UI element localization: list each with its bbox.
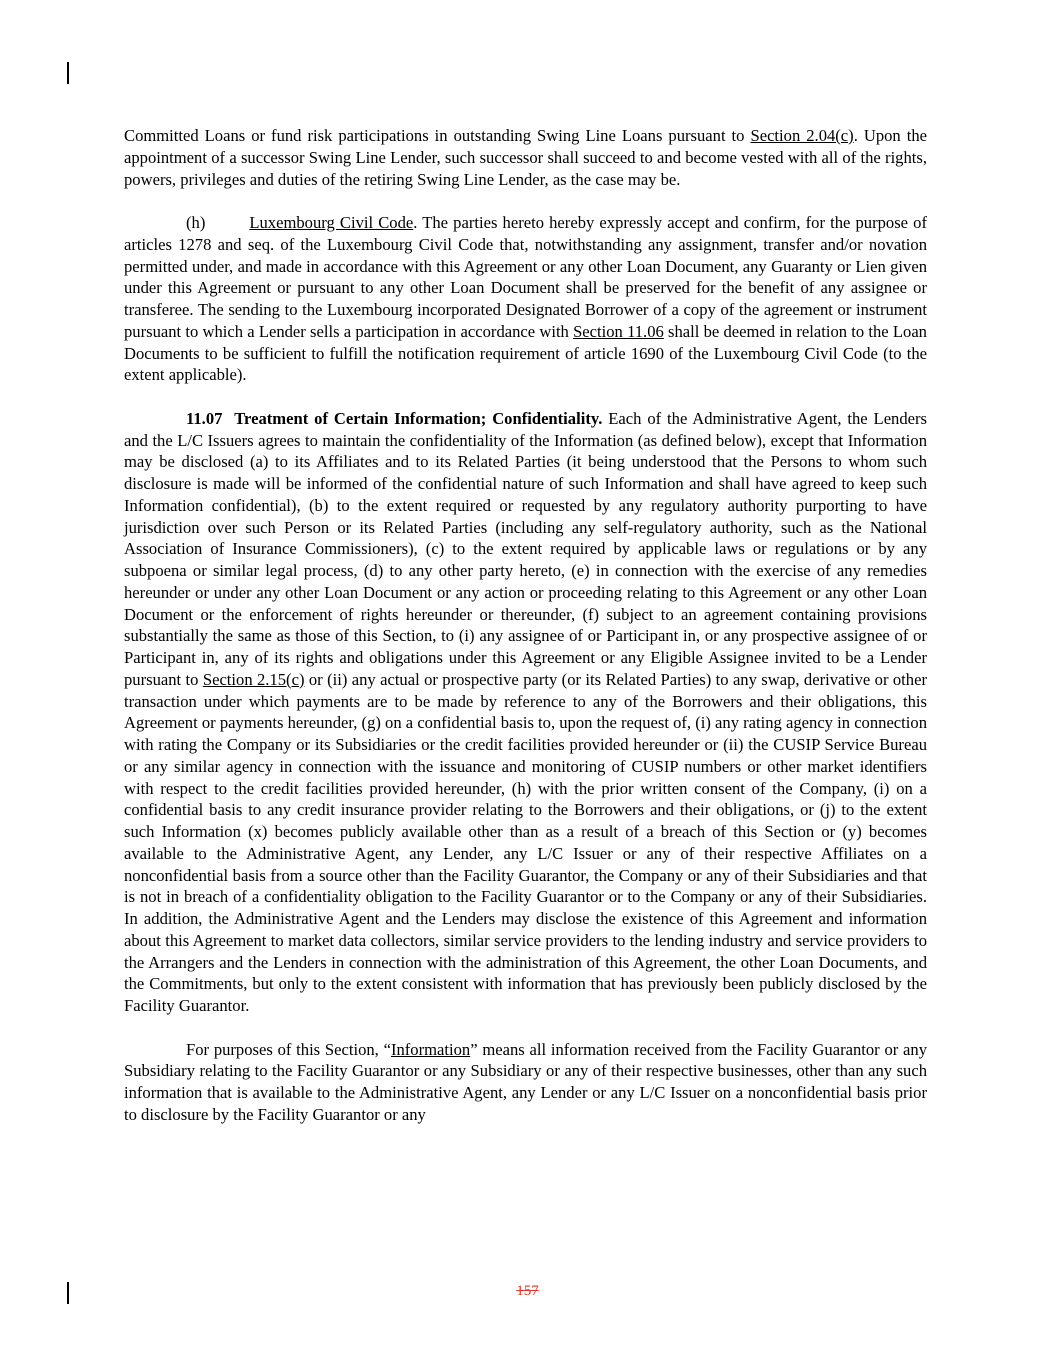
section-2-04c-reference: Section 2.04(c) bbox=[750, 126, 854, 145]
paragraph-h-luxembourg bbox=[124, 212, 927, 386]
section-11-07-text-a: Each of the Administrative Agent, the Lenders and the L/C Issuers agrees to maintain the confidentiality of the Information (as defined below), except that Information may be disclosed (a) to its Affiliates and to its Related Parties (it being understood that the Persons to whom such disclosure is made will be informed of the confidential nature of such Information and shall have agreed to keep such Information confidential), (b) to the extent required or requested by any regulatory authority purporting to have jurisdiction over such Person or its Related Parties (including any self-regulatory authority, such as the National Association of Insurance Commissioners), (c) to the extent required by applicable laws or regulations or by any subpoena or similar legal process, (d) to any other party hereto, (e) in connection with the exercise of any remedies hereunder or under any other Loan Document or any action or proceeding relating to this Agreement or any other Loan Document or the enforcement of rights hereunder or thereunder, (f) subject to an agreement containing provisions substantially the same as those of this Section, to (i) any assignee of or Participant in, or any prospective assignee of or Participant in, any of its rights and obligations under this Agreement or any Eligible Assignee invited to be a Lender pursuant to bbox=[124, 408, 928, 689]
page-number: 157 bbox=[516, 1283, 539, 1299]
paragraph-info-text-a: For purposes of this Section, “ bbox=[186, 1039, 391, 1059]
paragraph-swing-line-text-a: Committed Loans or fund risk participations in outstanding Swing Line Loans pursuant to bbox=[124, 126, 751, 145]
document-body bbox=[124, 125, 927, 1147]
section-11-07 bbox=[124, 408, 927, 1017]
paragraph-information-definition bbox=[124, 1039, 927, 1126]
paragraph-info-text-b: ” means all information received from the Facility Guarantor or any Subsidiary relating to the Facility Guarantor or any Subsidiary or any of their respective businesses, other than any such information that is available to the Administrative Agent, any Lender or any L/C Issuer on a nonconfidential basis prior to disclosure by the Facility Guarantor or any bbox=[124, 1039, 927, 1124]
section-11-07-heading: Treatment of Certain Information; Confidentiality. bbox=[234, 408, 603, 428]
paragraph-swing-line-text-b: . Upon the appointment of a successor Swing Line Lender, such successor shall succeed to and become vested with all of the rights, powers, privileges and duties of the retiring Swing Line Lender, as the case may be. bbox=[124, 126, 927, 189]
paragraph-swing-line bbox=[124, 125, 927, 190]
paragraph-h-marker: (h) bbox=[186, 213, 206, 232]
section-2-15c-reference: Section 2.15(c) bbox=[202, 669, 305, 689]
paragraph-h-heading: Luxembourg Civil Code bbox=[249, 213, 414, 232]
information-defined-term: Information bbox=[390, 1039, 471, 1059]
paragraph-h-text-b: shall be deemed in relation to the Loan Documents to be sufficient to fulfill the notification requirement of article 1690 of the Luxembourg Civil Code (to the extent applicable). bbox=[124, 321, 927, 385]
section-11-07-number: 11.07 bbox=[186, 408, 223, 428]
section-11-06-reference: Section 11.06 bbox=[573, 321, 664, 341]
change-bar-top bbox=[67, 62, 69, 84]
paragraph-h-text-a: . The parties hereto hereby expressly accept and confirm, for the purpose of articles 1278 and seq. of the Luxembourg Civil Code that, notwithstanding any assignment, transfer and/or novation permitted under, and made in accordance with this Agreement or any other Loan Document, any Guaranty or Lien given under this Agreement or pursuant to any other Loan Document shall be preserved for the benefit of any assignee or transferee. The sending to the Luxembourg incorporated Designated Borrower of a copy of the agreement or instrument pursuant to which a Lender sells a participation in accordance with bbox=[124, 213, 927, 341]
section-11-07-text-b: or (ii) any actual or prospective party (or its Related Parties) to any swap, derivative or other transaction under which payments are to be made by reference to any of the Borrowers and their obligations, this Agreement or payments hereunder, (g) on a confidential basis to, upon the request of, (i) any rating agency in connection with rating the Company or its Subsidiaries or the credit facilities provided hereunder or (ii) the CUSIP Service Bureau or any similar agency in connection with the issuance and monitoring of CUSIP numbers or other market identifiers with respect to the credit facilities provided hereunder, (h) with the prior written consent of the Company, (i) on a confidential basis to any credit insurance provider relating to the Borrowers and their obligations, or (j) to the extent such Information (x) becomes publicly available other than as a result of a breach of this Section or (y) becomes available to the Administrative Agent, any Lender, any L/C Issuer or any of their respective Affiliates on a nonconfidential basis from a source other than the Facility Guarantor, the Company or any of their Subsidiaries and that is not in breach of a confidentiality obligation to the Facility Guarantor or to the Company or any of their Subsidiaries. In addition, the Administrative Agent and the Lenders may disclose the existence of this Agreement and information about this Agreement to market data collectors, similar service providers to the lending industry and service providers to the Arrangers and the Lenders in connection with the administration of this Agreement, the other Loan Documents, and the Commitments, but only to the extent consistent with information that has previously been publicly disclosed by the Facility Guarantor. bbox=[124, 669, 927, 1015]
